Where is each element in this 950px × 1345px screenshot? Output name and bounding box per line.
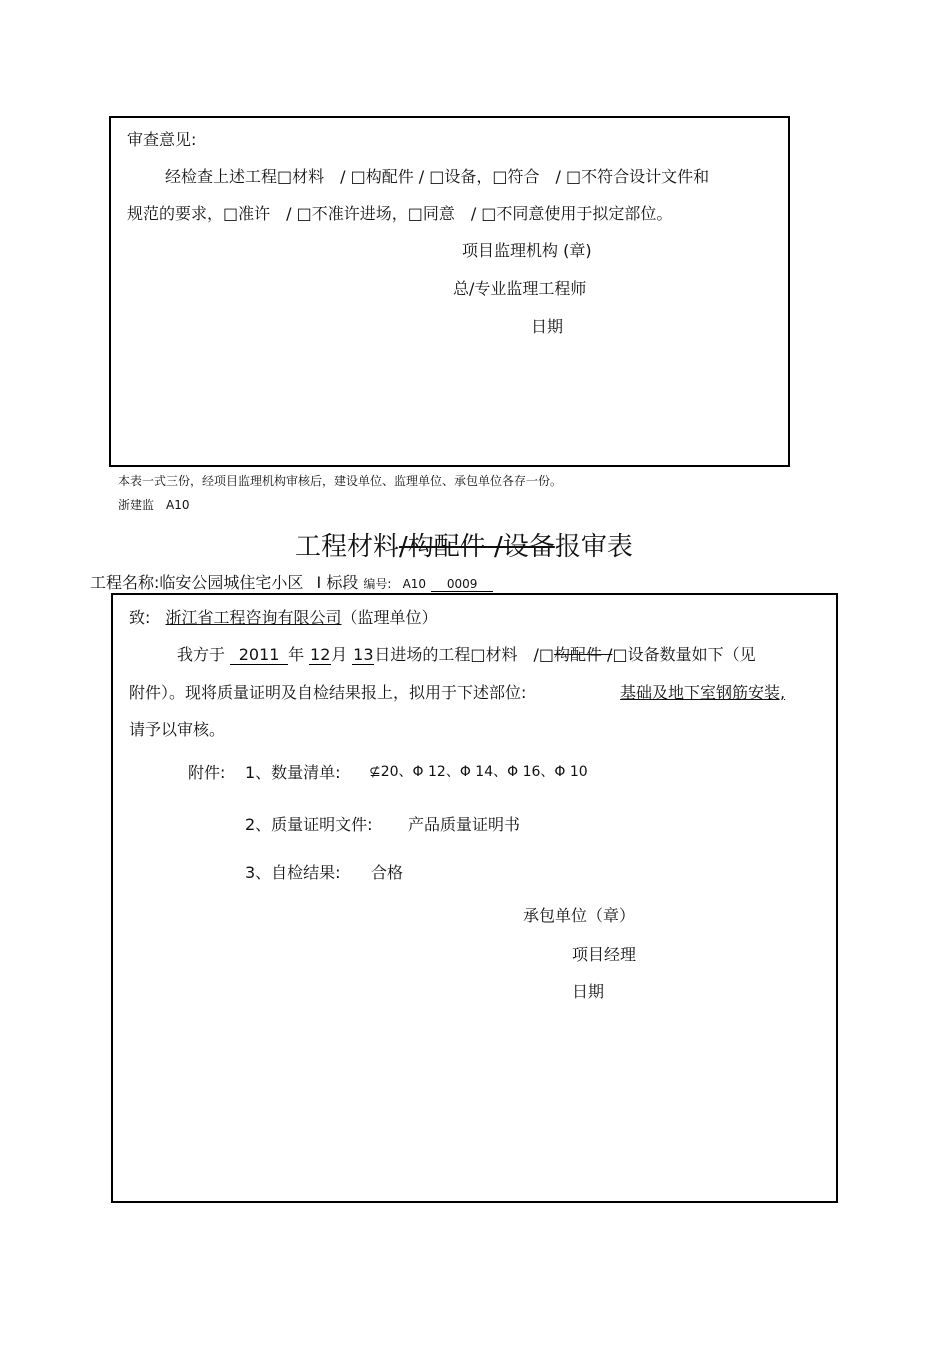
review-org: 项目监理机构 (章) [462,241,592,260]
form-title [295,526,633,563]
addressee-line [129,605,438,628]
entry-line [177,642,756,665]
attachment-1-label: 1、数量清单: [245,763,341,782]
attachment-2-value: 产品质量证明书 [408,815,521,834]
review-heading: 审查意见: [127,130,197,149]
attachment-3-label: 3、自检结果: [245,863,341,882]
to-label: 致: [129,608,151,627]
number-prefix: A10 [402,577,427,591]
project-manager: 项目经理 [572,945,637,964]
project-name: 临安公园城住宅小区 [159,573,304,592]
review-line-2: 规范的要求，□准许 / □不准许进场，□同意 / □不同意使用于拟定部位。 [127,204,673,223]
supervisor-name: 浙江省工程咨询有限公司 [165,608,342,627]
entry-mid: 日进场的工程□材料 /□ [374,645,554,664]
month-unit: 月 [331,645,348,664]
year-unit: 年 [288,645,305,664]
project-line [90,570,493,593]
title-part-struck: /构配件 /设备 [399,532,555,562]
form-code: 浙建监 A10 [118,498,190,512]
entry-suffix: □设备数量如下（见 [612,645,756,664]
title-part-c: 报审表 [554,532,633,562]
entry-struck: 构配件 / [553,645,613,664]
attachment-label: 附件: [188,763,226,782]
entry-month: 12 [310,645,331,664]
attachment-3-value: 合格 [371,863,404,882]
attachment-2-label: 2、质量证明文件: [245,815,373,834]
purpose-text: 附件）。现将质量证明及自检结果报上，拟用于下述部位: [129,683,527,702]
number-value: 0009 [431,577,493,592]
attachment-1-value: ⊈20、Φ 12、Φ 14、Φ 16、Φ 10 [369,764,588,780]
title-part-a: 工程材料 [295,532,400,562]
contractor-seal: 承包单位（章） [523,906,636,925]
review-date: 日期 [531,317,564,336]
entry-day: 13 [353,645,374,664]
section-label: Ⅰ 标段 [316,573,359,592]
install-location: 基础及地下室钢筋安装, [620,683,786,702]
number-label: 编号: [363,577,392,591]
entry-year: 2011 [230,645,288,665]
supervisor-suffix: （监理单位） [341,608,438,627]
review-line-1: 经检查上述工程□材料 / □构配件 / □设备，□符合 / □不符合设计文件和 [165,167,710,186]
request-review: 请予以审核。 [129,720,226,739]
contractor-date: 日期 [572,982,605,1001]
project-label: 工程名称: [90,573,160,592]
copies-note: 本表一式三份，经项目监理机构审核后，建设单位、监理单位、承包单位各存一份。 [118,474,563,488]
review-engineer: 总/专业监理工程师 [453,279,587,298]
entry-prefix: 我方于 [177,645,226,664]
